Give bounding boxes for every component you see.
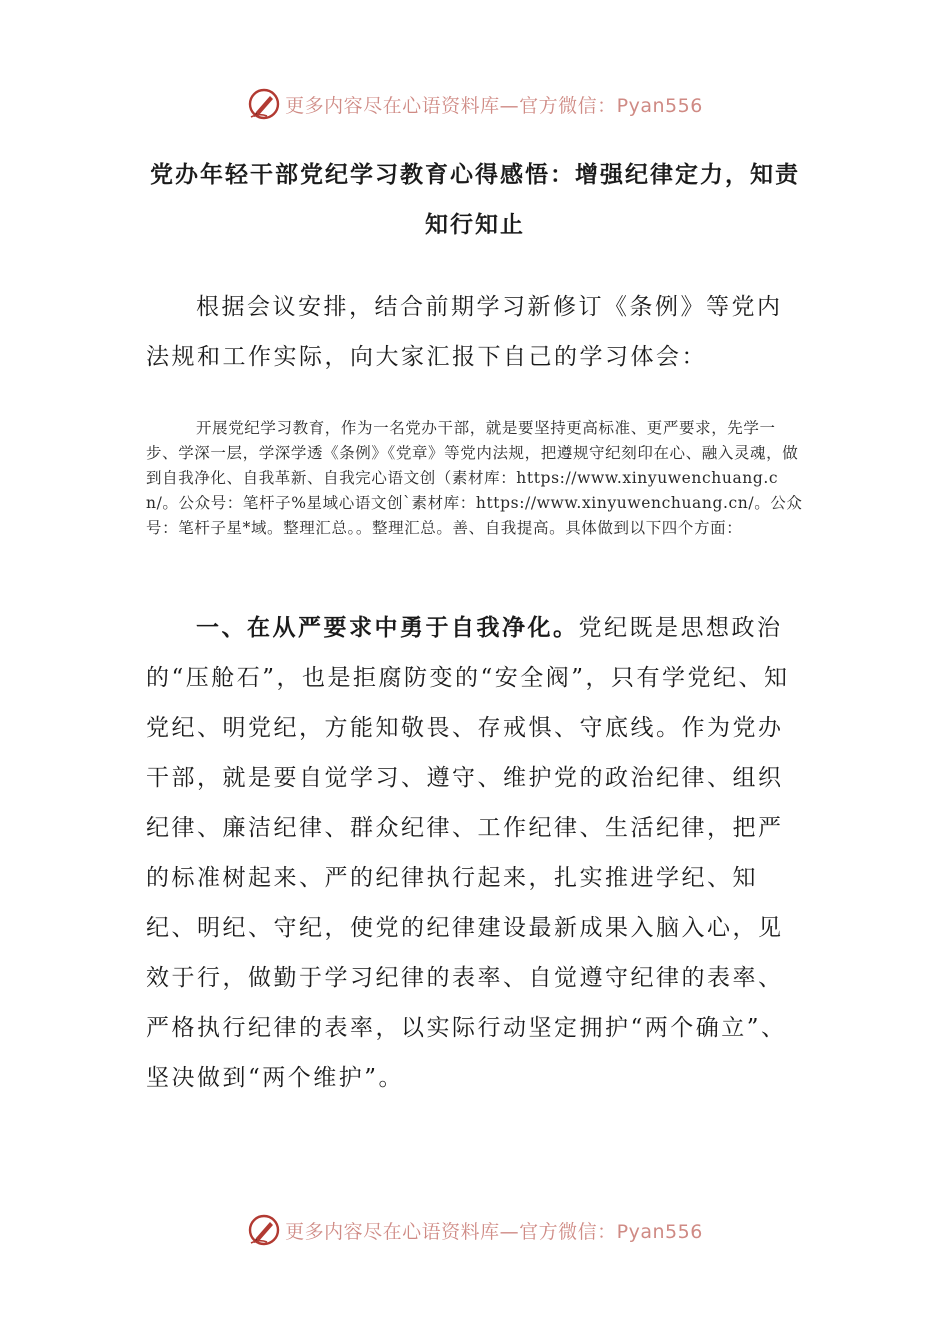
pen-circle-logo-icon [247, 1213, 281, 1247]
small-paragraph: 开展党纪学习教育，作为一名党办干部，就是要坚持更高标准、更严要求，先学一步、学深一层，学深学透《条例》《党章》等党内法规，把遵规守纪刻印在心、融入灵魂，做到自我净化、自我革新、自我完心语文创（素材库：https://www.xinyuwenchuang.cn/。公众号：笔杆子%星域心语文创`素材库：https://www.xinyuwenchuang.cn/。公众号：笔杆子星*域。整理汇总。。整理汇总。善、自我提高。具体做到以下四个方面： [146, 419, 803, 537]
banner-text: 更多内容尽在心语资料库—官方微信：Pyan556 [285, 94, 703, 117]
pen-circle-logo-icon [247, 87, 281, 121]
footer-banner [0, 1210, 950, 1250]
intro-paragraph: 根据会议安排，结合前期学习新修订《条例》等党内法规和工作实际，向大家汇报下自己的学习体会： [146, 294, 783, 370]
section-1-heading: 一、在从严要求中勇于自我净化。 [196, 614, 579, 641]
banner-text: 更多内容尽在心语资料库—官方微信：Pyan556 [285, 1220, 703, 1243]
document-title: 党办年轻干部党纪学习教育心得感悟：增强纪律定力，知责知行知止 [150, 161, 800, 238]
section-1-paragraph [146, 603, 806, 1103]
header-banner [0, 84, 950, 124]
section-1-body: 党纪既是思想政治的“压舱石”，也是拒腐防变的“安全阀”，只有学党纪、知党纪、明党纪，方能知敬畏、存戒惧、守底线。作为党办干部，就是要自觉学习、遵守、维护党的政治纪律、组织纪律、廉洁纪律、群众纪律、工作纪律、生活纪律，把严的标准树起来、严的纪律执行起来，扎实推进学纪、知纪、明纪、守纪，使党的纪律建设最新成果入脑入心，见效于行，做勤于学习纪律的表率、自觉遵守纪律的表率、严格执行纪律的表率，以实际行动坚定拥护“两个确立”、坚决做到“两个维护”。 [146, 615, 790, 1091]
